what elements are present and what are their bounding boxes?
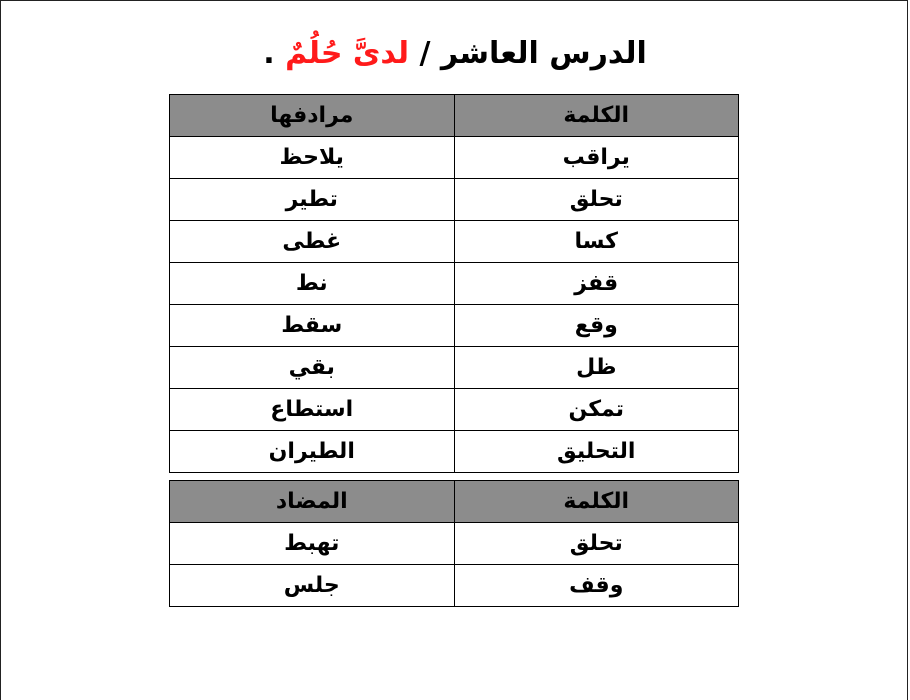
lesson-title-suffix: . — [263, 36, 275, 71]
table-row — [170, 137, 739, 179]
word-cell: قفز — [454, 263, 739, 305]
table-row — [170, 221, 739, 263]
word-cell: تحلق — [454, 523, 739, 565]
table-row — [170, 523, 739, 565]
word-cell: تحلق — [454, 179, 739, 221]
table-header-row — [170, 481, 739, 523]
synonyms-table — [169, 94, 739, 473]
meaning-cell: غطى — [170, 221, 455, 263]
meaning-cell: يلاحظ — [170, 137, 455, 179]
word-cell: وقع — [454, 305, 739, 347]
lesson-title — [0, 30, 910, 78]
lesson-title-prefix: الدرس العاشر / — [419, 36, 647, 71]
word-cell: الكلمة — [454, 481, 739, 523]
word-cell: التحليق — [454, 431, 739, 473]
meaning-cell: نط — [170, 263, 455, 305]
table-row — [170, 431, 739, 473]
word-cell: وقف — [454, 565, 739, 607]
meaning-cell: مرادفها — [170, 95, 455, 137]
word-cell: كسا — [454, 221, 739, 263]
meaning-cell: بقي — [170, 347, 455, 389]
table-row — [170, 305, 739, 347]
table-header-row — [170, 95, 739, 137]
meaning-cell: سقط — [170, 305, 455, 347]
meaning-cell: تهبط — [170, 523, 455, 565]
meaning-cell: المضاد — [170, 481, 455, 523]
meaning-cell: تطير — [170, 179, 455, 221]
word-cell: تمكن — [454, 389, 739, 431]
table-row — [170, 179, 739, 221]
word-cell: يراقب — [454, 137, 739, 179]
meaning-cell: الطيران — [170, 431, 455, 473]
meaning-cell: استطاع — [170, 389, 455, 431]
antonyms-table — [169, 480, 739, 607]
table-row — [170, 389, 739, 431]
word-cell: ظل — [454, 347, 739, 389]
table-row — [170, 347, 739, 389]
table-row — [170, 263, 739, 305]
lesson-title-highlight: لدىَّ حُلُمٌ — [285, 36, 410, 71]
meaning-cell: جلس — [170, 565, 455, 607]
word-cell: الكلمة — [454, 95, 739, 137]
table-row — [170, 565, 739, 607]
